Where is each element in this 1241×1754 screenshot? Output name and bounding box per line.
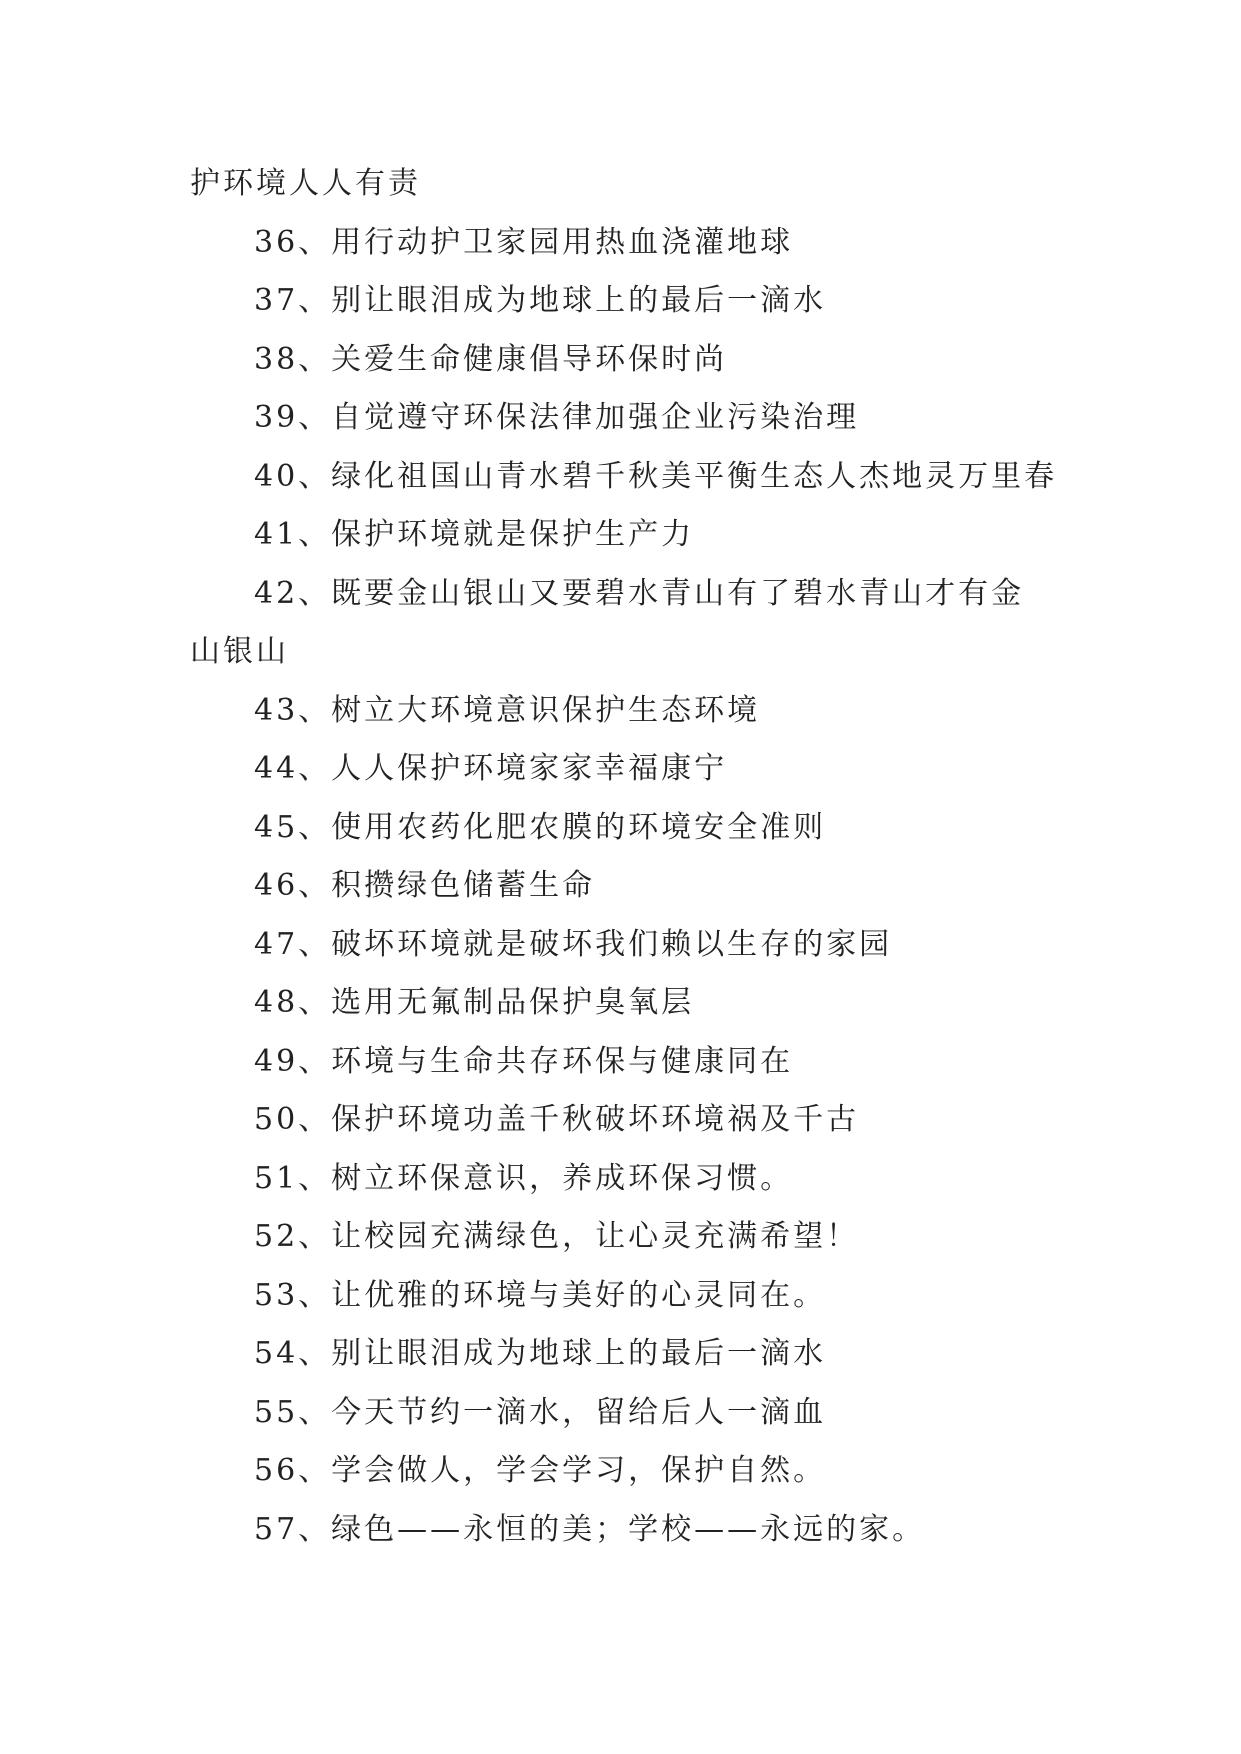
slogan-43: 43、树立大环境意识保护生态环境 xyxy=(254,692,761,728)
slogan-49: 49、环境与生命共存环保与健康同在 xyxy=(254,1043,794,1079)
slogan-44: 44、人人保护环境家家幸福康宁 xyxy=(254,751,728,786)
slogan-40: 40、绿化祖国山青水碧千秋美平衡生态人杰地灵万里春 xyxy=(254,458,1058,494)
slogan-37: 37、别让眼泪成为地球上的最后一滴水 xyxy=(254,283,827,318)
slogan-42: 42、既要金山银山又要碧水青山有了碧水青山才有金山银山 xyxy=(190,575,1025,669)
slogan-53: 53、让优雅的环境与美好的心灵同在。 xyxy=(254,1277,827,1313)
slogan-54: 54、别让眼泪成为地球上的最后一滴水 xyxy=(254,1336,827,1371)
document-body xyxy=(190,155,1056,1559)
slogan-50: 50、保护环境功盖千秋破坏环境祸及千古 xyxy=(254,1102,860,1137)
slogan-39: 39、自觉遵守环保法律加强企业污染治理 xyxy=(254,400,860,435)
slogan-48: 48、选用无氟制品保护臭氧层 xyxy=(254,985,695,1020)
slogan-47: 47、破坏环境就是破坏我们赖以生存的家园 xyxy=(254,926,893,962)
slogan-57: 57、绿色——永恒的美；学校——永远的家。 xyxy=(254,1511,926,1547)
slogan-41: 41、保护环境就是保护生产力 xyxy=(254,517,695,552)
slogan-56: 56、学会做人，学会学习，保护自然。 xyxy=(254,1453,827,1488)
slogan-45: 45、使用农药化肥农膜的环境安全准则 xyxy=(254,809,827,845)
paragraph-continuation: 护环境人人有责 xyxy=(190,166,421,201)
slogan-36: 36、用行动护卫家园用热血浇灌地球 xyxy=(254,224,794,260)
slogan-55: 55、今天节约一滴水，留给后人一滴血 xyxy=(254,1394,827,1430)
slogan-46: 46、积攒绿色储蓄生命 xyxy=(254,868,596,903)
slogan-52: 52、让校园充满绿色，让心灵充满希望！ xyxy=(254,1219,860,1254)
slogan-38: 38、关爱生命健康倡导环保时尚 xyxy=(254,341,728,377)
slogan-51: 51、树立环保意识，养成环保习惯。 xyxy=(254,1160,794,1196)
